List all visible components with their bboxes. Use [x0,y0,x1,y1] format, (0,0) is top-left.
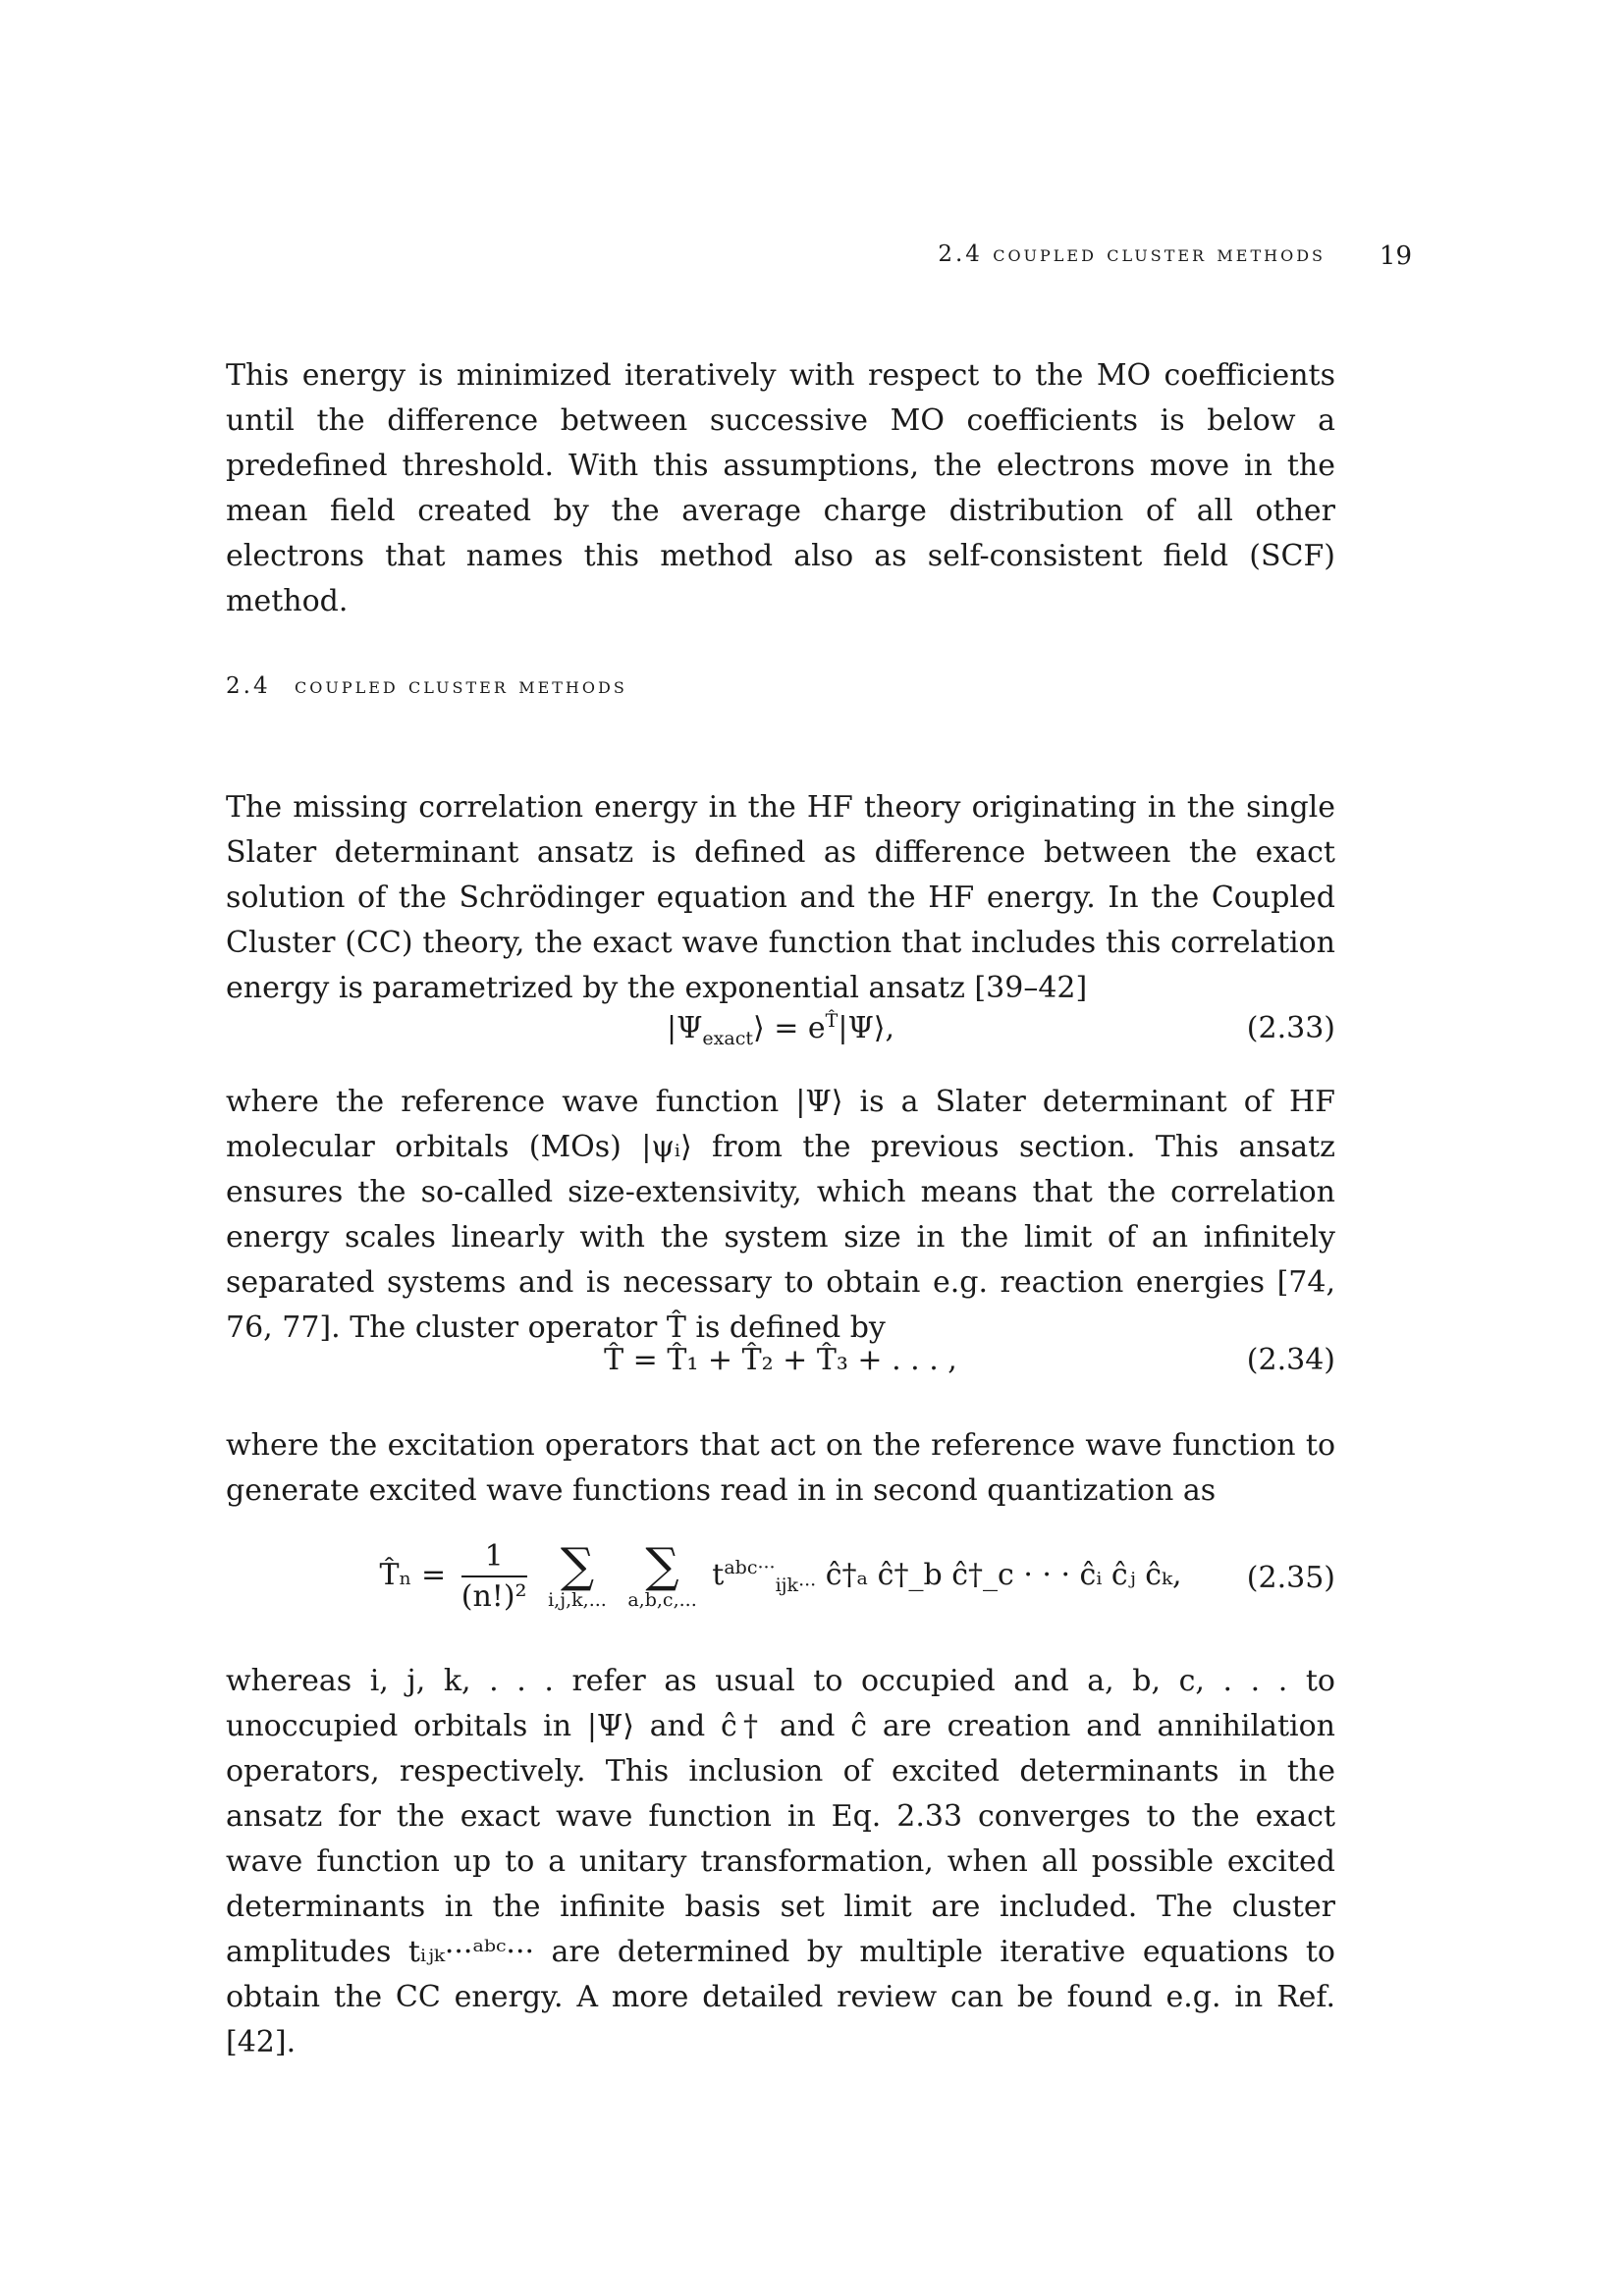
eq235-amplitude-sup: abc··· [724,1557,776,1578]
paragraph-4-text: whereas i, j, k, . . . refer as usual to occupied and a, b, c, . . . to unoccupied orbitals in |Ψ⟩ and ĉ† and ĉ are creation and annihilation operators, respectively. This inclusion of excited determinants in the ansatz for the exact wave function in Eq. 2.33 converges to the exact wave function up to a unitary transformation, when all possible excited determinants in the infinite basis set limit are included. The cluster amplitudes tᵢⱼₖ···ᵃᵇᶜ··· are determined by multiple iterative equations to obtain the CC energy. A more detailed review can be found e.g. in Ref. [42]. [226,1664,1335,2059]
equation-number-2-33: (2.33) [1246,1011,1335,1045]
paragraph-3-text: where the excitation operators that act on the reference wave function to generate excited wave functions read in in second quantization as [226,1428,1335,1508]
equation-2-33-body [226,1010,1335,1049]
running-title: 2.4 coupled cluster methods [938,241,1326,267]
intro-paragraph-text: This energy is minimized iteratively with respect to the MO coefficients until the difference between successive MO coefficients is below a predefined threshold. With this assumptions, the electrons move in the mean field created by the average charge distribution of all other electrons that names this method also as self-consistent field (SCF) method. [226,358,1335,618]
eq235-sum-occupied [548,1538,607,1611]
eq235-sum-virtual [627,1538,697,1611]
equation-number-2-34: (2.34) [1246,1343,1335,1377]
paragraph-1-text: The missing correlation energy in the HF theory originating in the single Slater determinant ansatz is defined as difference between the exact solution of the Schrödinger equation and the HF energy. In the Coupled Cluster (CC) theory, the exact wave function that includes this correlation energy is parametrized by the exponential ansatz [39–42] [226,790,1335,1005]
eq235-amplitude: t [712,1558,725,1592]
eq235-fraction [461,1539,527,1614]
eq233-lhs: |Ψ [666,1011,703,1045]
paragraph-2 [226,1080,1335,1351]
eq235-sum1-limit: i,j,k,... [548,1589,607,1611]
page-number: 19 [1379,241,1412,271]
eq235-lhs: T̂ₙ = [379,1558,447,1592]
equation-number-2-35: (2.35) [1246,1561,1335,1595]
eq235-sigma-2: ∑ [645,1538,679,1593]
paragraph-2-text: where the reference wave function |Ψ⟩ is a Slater determinant of HF molecular orbitals (MOs) |ψᵢ⟩ from the previous section. This ansatz ensures the so-called size-extensivity, which means that the correlation energy scales linearly with the system size in the limit of an infinitely separated systems and is necessary to obtain e.g. reaction energies [74, 76, 77]. The cluster operator T̂ is defined by [226,1085,1335,1345]
equation-2-34 [226,1343,1335,1402]
paragraph-3 [226,1423,1335,1514]
eq233-rhs-tail: |Ψ⟩, [838,1011,894,1045]
intro-paragraph [226,353,1335,624]
equation-2-35-body [226,1539,1335,1614]
eq233-rhs-sup: T̂ [825,1010,839,1032]
paragraph-4 [226,1659,1335,2065]
eq235-fraction-numerator: 1 [461,1539,527,1577]
eq235-operators: ĉ†ₐ ĉ†_b ĉ†_c · · · ĉᵢ ĉⱼ ĉₖ, [825,1558,1182,1592]
eq235-sigma-1: ∑ [560,1538,595,1593]
equation-2-35 [226,1539,1335,1647]
paragraph-1 [226,785,1335,1011]
eq233-lhs-sub: exact [702,1028,753,1049]
eq233-rhs: ⟩ = e [752,1011,826,1045]
section-number: 2.4 [226,673,271,699]
equation-2-34-body: T̂ = T̂₁ + T̂₂ + T̂₃ + . . . , [604,1343,957,1377]
running-header [226,241,1412,281]
equation-2-33 [226,1011,1335,1070]
eq235-sum2-limit: a,b,c,... [627,1589,697,1611]
eq235-amplitude-sub: ijk··· [775,1575,817,1596]
section-title: coupled cluster methods [295,673,627,699]
section-heading [226,673,627,699]
eq235-fraction-denominator: (n!)² [460,1579,527,1614]
